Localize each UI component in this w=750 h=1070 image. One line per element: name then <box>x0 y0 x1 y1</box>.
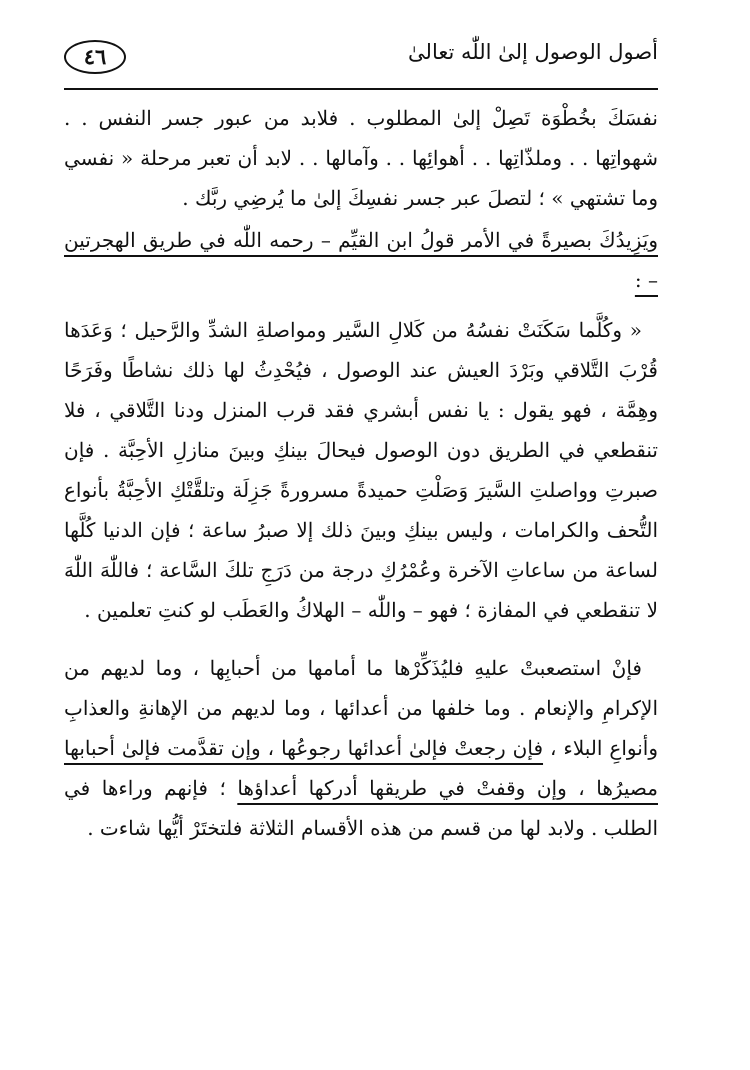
closing-paragraph <box>64 648 658 848</box>
book-page <box>64 38 658 848</box>
page-number-badge: ٤٦ <box>64 40 126 74</box>
closing-paragraph-end: ؛ فإنهم وراءها في الطلب . ولابد لها من قسم من هذه الأقسام الثلاثة فلتختَرْ أيُّها شاءت . <box>64 776 658 840</box>
running-header <box>64 38 658 84</box>
running-title: أصول الوصول إلىٰ اللّٰه تعالىٰ <box>408 40 658 64</box>
underlined-passage: فإن رجعتْ فإلىٰ أعدائها رجوعُها ، وإن تقدَّمت فإلىٰ أحبابها مصيرُها ، وإن وقفتْ في طريقها أدركها أعداؤها <box>64 736 658 800</box>
ibn-al-qayyim-quote: « وكُلَّما سَكَنَتْ نفسُهُ من كَلالِ السَّير ومواصلةِ الشدِّ والرَّحيل ؛ وَعَدَها قُرْبَ التَّلاقي وبَرْدَ العيش عند الوصول ، فيُحْدِثُ لها ذلك نشاطًا وفَرَحًا وهِمَّة ، فهو يقول : يا نفس أبشري فقد قرب المنزل ودنا التَّلاقي ، فلا تنقطعي في الطريق دون الوصول فيحالَ بينكِ وبينَ منازلِ الأحِبَّة . فإن صبرتِ وواصلتِ السَّيرَ وَصَلْتِ حميدةً مسرورةً جَزِلَة وتلقَّتْكِ الأحِبَّةُ بأنواع التُّحف والكرامات ، وليس بينكِ وبينَ ذلك إلا صبرُ ساعة ؛ فإن الدنيا كُلَّها لساعة من ساعاتِ الآخرة وعُمْرُكِ درجة من دَرَجِ تلكَ السَّاعة ؛ فاللّٰهَ اللّٰهَ لا تنقطعي في المفازة ؛ فهو – واللّٰه – الهلاكُ والعَطَب لو كنتِ تعلمين . <box>64 318 658 622</box>
closing-paragraph-start: فإنْ استصعبتْ عليهِ فليُذَكِّرْها ما أمامها من أحبابِها ، وما لديهم من الإكرامِ والإنعام . وما خلفها من أعدائها ، وما لديهم من الإهانةِ والعذابِ وأنواعِ البلاء ، <box>64 656 659 760</box>
paragraph-continuation: نفسَكَ بخُطْوَة تَصِلْ إلىٰ المطلوب . فلابد من عبور جسر النفس . . شهواتِها . . وملذّاتِها . . أهوائِها . . وآمالها . . لابد أن تعبر مرحلة « نفسي وما تشتهي » ؛ لتصلَ عبر جسر نفسِكَ إلىٰ ما يُرضِي ربَّك . <box>64 106 658 210</box>
quote-introduction: ويَزِيدُكَ بصيرةً في الأمر قولُ ابن القيِّم – رحمه اللّٰه في طريق الهجرتين – : <box>64 228 658 292</box>
header-divider <box>64 88 658 90</box>
